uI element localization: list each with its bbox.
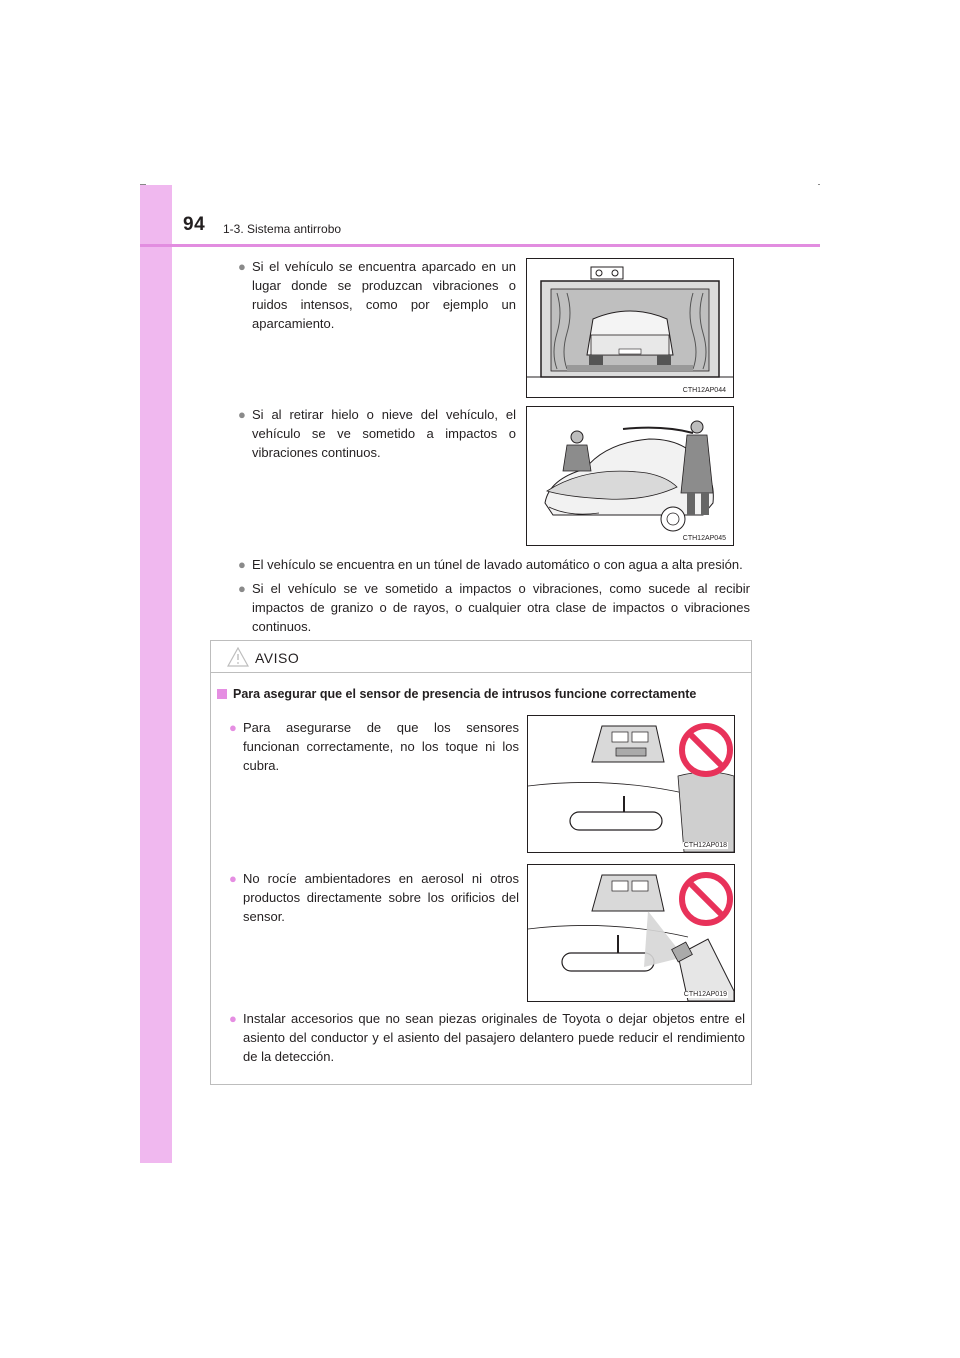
list-item bbox=[238, 555, 750, 574]
page-number: 94 bbox=[183, 214, 206, 235]
square-bullet-icon bbox=[217, 689, 227, 699]
warning-box bbox=[210, 640, 752, 1085]
list-item-text: Si al retirar hielo o nieve del vehículo, el vehículo se ve sometido a impactos o vibraciones continuos. bbox=[252, 407, 516, 460]
list-item bbox=[238, 257, 516, 333]
warning-triangle-icon bbox=[227, 647, 249, 667]
list-item-text: Si el vehículo se encuentra aparcado en un lugar donde se produzcan vibraciones o ruidos intensos, como por ejemplo un aparcamiento. bbox=[252, 259, 516, 331]
figure-overhead-sensor bbox=[527, 715, 735, 853]
list-item-text: Para asegurarse de que los sensores funcionan correctamente, no los toque ni los cubra. bbox=[243, 720, 519, 773]
figure-code: CTH12AP018 bbox=[683, 842, 727, 849]
list-item bbox=[229, 718, 519, 775]
bullet-icon: ● bbox=[238, 557, 246, 572]
list-item-text: No rocíe ambientadores en aerosol ni otros productos directamente sobre los orificios del sensor. bbox=[243, 871, 519, 924]
figure-car-wash bbox=[526, 258, 734, 398]
bullet-icon: ● bbox=[238, 581, 246, 596]
overhead-console-illustration bbox=[528, 716, 734, 852]
bullet-icon: ● bbox=[229, 720, 237, 735]
bullet-icon: ● bbox=[229, 1011, 237, 1026]
bullet-icon: ● bbox=[229, 871, 237, 886]
car-wash-illustration bbox=[527, 259, 733, 397]
figure-code: CTH12AP044 bbox=[682, 387, 726, 394]
warning-divider bbox=[211, 672, 751, 673]
figure-aerosol bbox=[527, 864, 735, 1002]
figure-snow-removal bbox=[526, 406, 734, 546]
header-rule bbox=[140, 244, 820, 247]
list-item bbox=[238, 405, 516, 462]
bullet-icon: ● bbox=[238, 259, 246, 274]
warning-subheading-text: Para asegurar que el sensor de presencia de intrusos funcione correctamente bbox=[233, 687, 697, 701]
figure-code: CTH12AP019 bbox=[683, 991, 727, 998]
snow-removal-illustration bbox=[527, 407, 733, 545]
list-item bbox=[238, 579, 750, 636]
list-item-text: Instalar accesorios que no sean piezas originales de Toyota o dejar objetos entre el asiento del conductor y el asiento del pasajero delantero puede reducir el rendimiento de la detección. bbox=[243, 1011, 745, 1064]
bullet-icon: ● bbox=[238, 407, 246, 422]
list-item-text: Si el vehículo se ve sometido a impactos o vibraciones, como sucede al recibir impactos de granizo o de rayos, o cualquier otra clase de impactos o vibraciones continuos. bbox=[252, 581, 750, 634]
list-item bbox=[229, 869, 519, 926]
crop-mark bbox=[818, 184, 820, 185]
warning-label: AVISO bbox=[255, 650, 300, 666]
list-item bbox=[229, 1009, 745, 1066]
warning-subheading bbox=[217, 687, 696, 701]
aerosol-sensor-illustration bbox=[528, 865, 734, 1001]
section-title: 1-3. Sistema antirrobo bbox=[223, 222, 342, 236]
chapter-sidebar bbox=[140, 185, 172, 1163]
list-item-text: El vehículo se encuentra en un túnel de lavado automático o con agua a alta presión. bbox=[252, 557, 743, 572]
figure-code: CTH12AP045 bbox=[682, 535, 726, 542]
